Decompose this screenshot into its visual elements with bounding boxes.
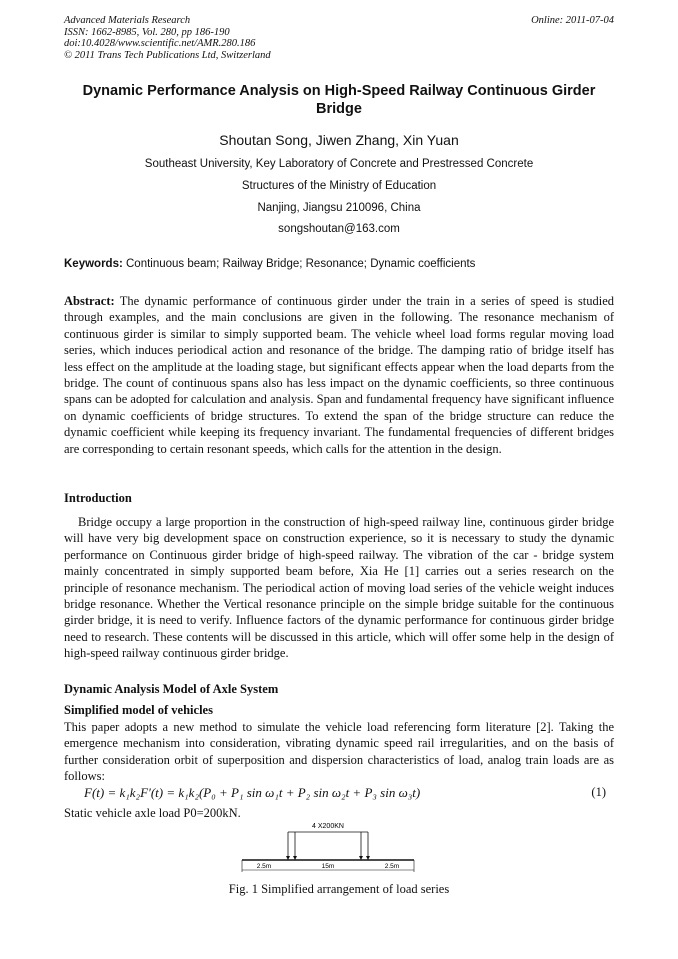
doi: doi:10.4028/www.scientific.net/AMR.280.186 — [64, 38, 256, 49]
keywords-text: Continuous beam; Railway Bridge; Resonance; Dynamic coefficients — [126, 258, 476, 270]
abstract — [64, 293, 614, 457]
abstract-label: Abstract: — [64, 294, 115, 308]
introduction-text: Bridge occupy a large proportion in the construction of high-speed railway line, continuous girder bridge will have very big development space on construction experience, so it is necessary to study the dynamic performance on Continuous girder bridge of high-speed railway. The vibration of the car - bridge system mainly concentrated in simply supported beam before, Xia He [1] carries out a series research on the principle of resonance mechanism. The periodical action of moving load series of the vehicle weight induces bridge resonance. Whether the Vertical resonance principle on the simple bridge suitable for the continuous girder bridge, it is need to verify. Influence factors of the dynamic performance for continuous girder bridge need to research. These contents will be discussed in this article, which will offer some help in the design of high-speed railway continuous girder bridge. — [64, 515, 614, 661]
load-label: 4 X200KN — [312, 823, 344, 830]
paper-title: Dynamic Performance Analysis on High-Speed Railway Continuous Girder Bridge — [82, 83, 596, 117]
journal-name: Advanced Materials Research — [64, 15, 191, 26]
equation: F(t) = k₁k₂F′(t) = k₁k₂(P₀ + P₁ sin ω₁t + P₂ sin ω₂t + P₃ sin ω₃t) — [84, 785, 421, 800]
dim-mid-label: 15m — [321, 863, 335, 870]
static-load-text: Static vehicle axle load P0=200kN. — [64, 806, 241, 820]
dim-right-label: 2.5m — [384, 863, 400, 870]
dim-left-label: 2.5m — [256, 863, 272, 870]
affiliation-line-1: Southeast University, Key Laboratory of Concrete and Prestressed Concrete — [144, 158, 534, 170]
subsection-heading: Simplified model of vehicles — [64, 703, 213, 717]
section-text: This paper adopts a new method to simulate the vehicle load referencing form literature [2]. Taking the emergence mechanism into consideration, vibrating dynamic speed rail irregularities, and on the basis of further consideration orbit of superposition and dispersion characteristics of load, analog train loads are as follows: — [64, 720, 614, 784]
issn: ISSN: 1662-8985, Vol. 280, pp 186-190 — [64, 26, 230, 38]
abstract-text: The dynamic performance of continuous girder under the train in a series of speed is studied through examples, and the main conclusions are given in the following. The resonance mechanism of continuous girder is similar to simply supported beam. The vehicle wheel load forms regular moving load series, which induces periodical action and resonance of the bridge. The damping ratio of bridge itself has less effect on the amplitude at the loading stage, but significant effects appear when the load departs from the bridge. The count of continuous spans also has less impact on the dynamic coefficients, so three continuous spans can be adopted for calculation and analysis. Span and fundamental frequency have significant influence on dynamic coefficients of bridge structures. To extend the span of the bridge structure can reduce the dynamic coefficient while keeping its frequency invariant. The fundamental frequencies of different bridges are corresponding to certain resonant speeds, which calls for the attention in the design. — [64, 294, 614, 456]
affiliation-line-3: Nanjing, Jiangsu 210096, China — [257, 202, 421, 214]
introduction-heading: Introduction — [64, 491, 132, 505]
section-heading: Dynamic Analysis Model of Axle System — [64, 682, 279, 696]
copyright: © 2011 Trans Tech Publications Ltd, Switzerland — [64, 49, 271, 61]
equation-number: (1) — [591, 785, 606, 799]
affiliation-line-2: Structures of the Ministry of Education — [241, 180, 437, 192]
authors: Shoutan Song, Jiwen Zhang, Xin Yuan — [219, 132, 459, 148]
load-arrangement-figure — [238, 820, 418, 876]
figure-caption: Fig. 1 Simplified arrangement of load series — [228, 882, 450, 896]
online-date: Online: 2011-07-04 — [531, 15, 614, 26]
author-email: songshoutan@163.com — [278, 223, 400, 235]
keywords-label: Keywords: — [64, 258, 123, 270]
journal-header — [64, 15, 614, 61]
keywords — [64, 258, 614, 270]
